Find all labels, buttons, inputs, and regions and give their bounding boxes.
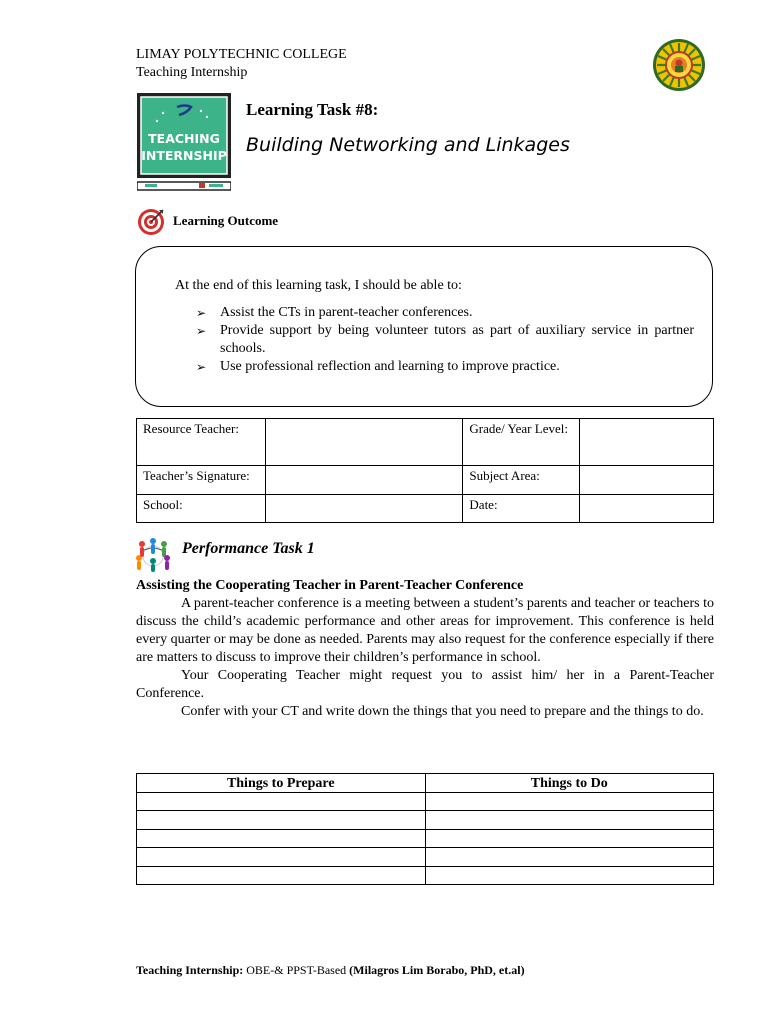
table-row bbox=[137, 848, 714, 866]
subject-area-label: Subject Area: bbox=[463, 466, 580, 495]
resource-teacher-label: Resource Teacher: bbox=[137, 419, 266, 466]
people-circle-icon bbox=[134, 536, 172, 572]
prepare-cell[interactable] bbox=[137, 829, 426, 847]
footer-authors: (Milagros Lim Borabo, PhD, et.al) bbox=[349, 963, 525, 977]
program-name: Teaching Internship bbox=[136, 65, 248, 80]
do-cell[interactable] bbox=[425, 811, 714, 829]
list-item: ➢ Use professional reflection and learning to improve practice. bbox=[196, 359, 560, 374]
list-item: ➢ Assist the CTs in parent-teacher conferences. bbox=[196, 305, 473, 320]
signature-label: Teacher’s Signature: bbox=[137, 466, 266, 495]
date-field[interactable] bbox=[580, 495, 714, 523]
prepare-cell[interactable] bbox=[137, 866, 426, 884]
learning-task-title: Building Networking and Linkages bbox=[246, 134, 570, 156]
grade-level-label: Grade/ Year Level: bbox=[463, 419, 580, 466]
learning-outcome-label: Learning Outcome bbox=[173, 213, 279, 228]
do-cell[interactable] bbox=[425, 848, 714, 866]
prepare-cell[interactable] bbox=[137, 848, 426, 866]
table-row bbox=[137, 793, 714, 811]
list-item: ➢ Provide support by being volunteer tutors as part of auxiliary service in partner schools. bbox=[196, 323, 694, 356]
footer-label: Teaching Internship: bbox=[136, 963, 244, 977]
date-label: Date: bbox=[463, 495, 580, 523]
performance-task-body bbox=[136, 577, 714, 721]
intern-info-table bbox=[136, 418, 714, 523]
performance-task-title: Performance Task 1 bbox=[182, 540, 315, 557]
paragraph: Confer with your CT and write down the things that you need to prepare and the things to do. bbox=[181, 704, 704, 719]
column-header-do: Things to Do bbox=[425, 774, 714, 793]
prepare-cell[interactable] bbox=[137, 811, 426, 829]
column-header-prepare: Things to Prepare bbox=[137, 774, 426, 793]
teaching-internship-board-icon bbox=[137, 93, 231, 195]
do-cell[interactable] bbox=[425, 866, 714, 884]
paragraph: A parent-teacher conference is a meeting between a student’s parents and teacher or teachers to discuss the child’s academic performance and other areas for improvement. This conference is held every quarter or may be done as needed. Parents may also request for the conference especially if there are matters to discuss to improve their children’s performance in school. bbox=[136, 596, 714, 665]
page-footer bbox=[136, 963, 525, 978]
table-header-row bbox=[137, 774, 714, 793]
target-icon bbox=[137, 207, 166, 236]
logo-text-line1: TEACHING bbox=[148, 131, 220, 146]
logo-text-line2: INTERNSHIP bbox=[141, 148, 227, 163]
performance-task-heading: Assisting the Cooperating Teacher in Parent-Teacher Conference bbox=[136, 578, 524, 593]
do-cell[interactable] bbox=[425, 793, 714, 811]
table-row bbox=[137, 811, 714, 829]
college-name: LIMAY POLYTECHNIC COLLEGE bbox=[136, 47, 347, 62]
table-row bbox=[137, 466, 714, 495]
resource-teacher-field[interactable] bbox=[265, 419, 463, 466]
arrow-bullet-icon: ➢ bbox=[196, 306, 207, 320]
subject-area-field[interactable] bbox=[580, 466, 714, 495]
prepare-cell[interactable] bbox=[137, 793, 426, 811]
table-row bbox=[137, 829, 714, 847]
college-seal-icon bbox=[652, 38, 706, 92]
table-row bbox=[137, 866, 714, 884]
things-to-prepare-table bbox=[136, 773, 714, 885]
arrow-bullet-icon: ➢ bbox=[196, 360, 207, 374]
do-cell[interactable] bbox=[425, 829, 714, 847]
learning-task-number: Learning Task #8: bbox=[246, 100, 379, 119]
paragraph: Your Cooperating Teacher might request you to assist him/ her in a Parent-Teacher Conference. bbox=[136, 668, 714, 701]
table-row bbox=[137, 419, 714, 466]
footer-text: OBE-& PPST-Based bbox=[243, 963, 350, 977]
school-field[interactable] bbox=[265, 495, 463, 523]
table-row bbox=[137, 495, 714, 523]
learning-outcome-intro: At the end of this learning task, I should be able to: bbox=[175, 278, 462, 293]
arrow-bullet-icon: ➢ bbox=[196, 324, 207, 338]
learning-outcome-list bbox=[196, 304, 694, 376]
grade-level-field[interactable] bbox=[580, 419, 714, 466]
document-header bbox=[136, 46, 347, 82]
signature-field[interactable] bbox=[265, 466, 463, 495]
school-label: School: bbox=[137, 495, 266, 523]
